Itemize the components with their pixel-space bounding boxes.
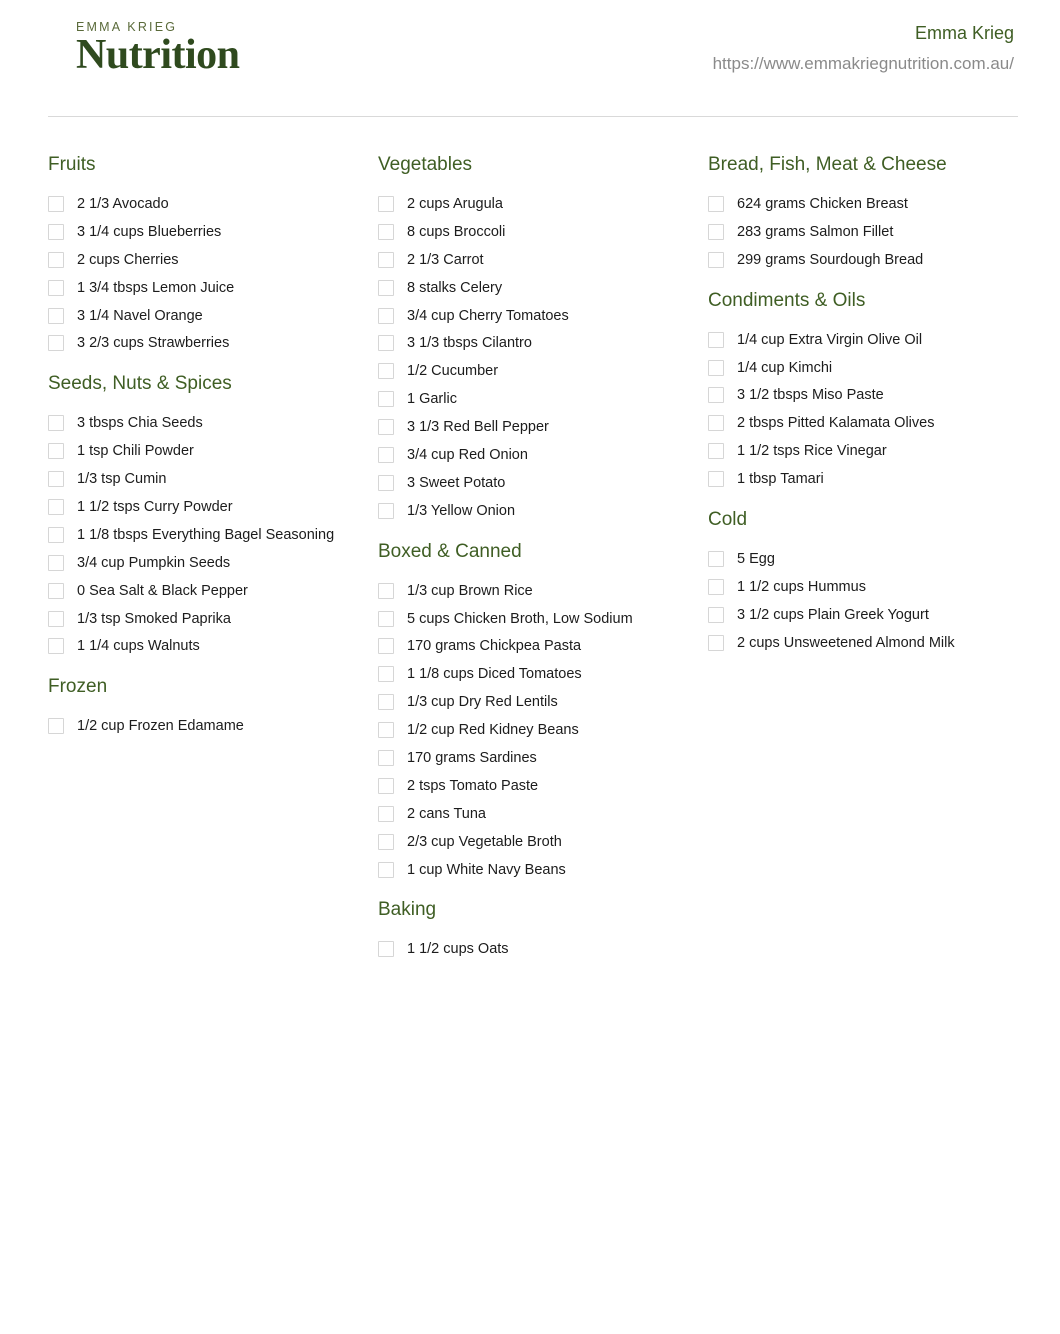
- list-item: [48, 465, 368, 493]
- section-title: Boxed & Canned: [378, 540, 522, 562]
- item-checkbox[interactable]: [378, 611, 394, 627]
- item-checkbox[interactable]: [378, 694, 394, 710]
- list-item: [708, 354, 1028, 382]
- item-list: [708, 326, 1028, 493]
- item-checkbox[interactable]: [378, 419, 394, 435]
- list-item: [378, 688, 698, 716]
- item-checkbox[interactable]: [378, 252, 394, 268]
- item-checkbox[interactable]: [378, 806, 394, 822]
- item-label: 170 grams Chickpea Pasta: [407, 638, 582, 655]
- item-label: 1/3 cup Brown Rice: [407, 582, 533, 599]
- item-label: 1 cup White Navy Beans: [407, 861, 566, 878]
- item-checkbox[interactable]: [48, 638, 64, 654]
- list-item: [48, 409, 368, 437]
- item-label: 2 1/3 Avocado: [77, 195, 169, 212]
- item-checkbox[interactable]: [378, 583, 394, 599]
- item-label: 624 grams Chicken Breast: [737, 195, 908, 212]
- item-checkbox[interactable]: [708, 415, 724, 431]
- section-seeds-nuts-and-spices: [48, 371, 368, 660]
- list-item: [48, 605, 368, 633]
- item-checkbox[interactable]: [48, 252, 64, 268]
- item-label: 3 Sweet Potato: [407, 474, 506, 491]
- item-checkbox[interactable]: [48, 443, 64, 459]
- item-checkbox[interactable]: [708, 607, 724, 623]
- item-checkbox[interactable]: [378, 638, 394, 654]
- item-label: 3 1/4 Navel Orange: [77, 307, 203, 324]
- list-item: [378, 856, 698, 884]
- item-checkbox[interactable]: [48, 583, 64, 599]
- item-label: 1/3 tsp Smoked Paprika: [77, 610, 231, 627]
- item-label: 1/2 cup Frozen Edamame: [77, 718, 244, 735]
- item-label: 1/3 tsp Cumin: [77, 471, 167, 488]
- item-label: 1/3 cup Dry Red Lentils: [407, 694, 558, 711]
- website-link[interactable]: https://www.emmakriegnutrition.com.au/: [712, 54, 1014, 73]
- item-label: 2 tbsps Pitted Kalamata Olives: [737, 415, 935, 432]
- item-label: 0 Sea Salt & Black Pepper: [77, 582, 248, 599]
- item-checkbox[interactable]: [378, 778, 394, 794]
- item-list: [378, 935, 698, 963]
- item-checkbox[interactable]: [48, 471, 64, 487]
- list-item: [378, 497, 698, 525]
- item-checkbox[interactable]: [48, 527, 64, 543]
- section-title: Bread, Fish, Meat & Cheese: [708, 154, 947, 175]
- item-label: 1/2 Cucumber: [407, 363, 499, 380]
- section-vegetables: [378, 152, 698, 525]
- list-item: [378, 274, 698, 302]
- item-label: 1/4 cup Kimchi: [737, 359, 833, 376]
- item-checkbox[interactable]: [708, 551, 724, 567]
- item-label: 8 cups Broccoli: [407, 223, 506, 240]
- list-item: [378, 577, 698, 605]
- list-item: [48, 437, 368, 465]
- list-item: [48, 218, 368, 246]
- column-1: [48, 152, 368, 754]
- item-checkbox[interactable]: [378, 722, 394, 738]
- section-title: Vegetables: [378, 154, 473, 175]
- item-checkbox[interactable]: [48, 499, 64, 515]
- item-label: 2 tsps Tomato Paste: [407, 777, 539, 794]
- item-label: 2 cups Arugula: [407, 195, 503, 212]
- brand-logo: [76, 20, 240, 76]
- list-item: [48, 246, 368, 274]
- item-checkbox[interactable]: [48, 611, 64, 627]
- list-item: [708, 326, 1028, 354]
- list-item: [48, 274, 368, 302]
- list-item: [378, 385, 698, 413]
- column-3: [708, 152, 1028, 671]
- list-item: [378, 190, 698, 218]
- item-label: 2 1/3 Carrot: [407, 251, 484, 268]
- item-label: 283 grams Salmon Fillet: [737, 223, 894, 240]
- list-item: [708, 573, 1028, 601]
- section-frozen: [48, 674, 368, 740]
- item-label: 1 1/2 cups Hummus: [737, 578, 866, 595]
- list-item: [708, 437, 1028, 465]
- list-item: [708, 465, 1028, 493]
- item-label: 3 1/3 tbsps Cilantro: [407, 335, 532, 352]
- list-item: [708, 629, 1028, 657]
- section-title: Cold: [708, 509, 748, 531]
- list-item: [708, 409, 1028, 437]
- item-checkbox[interactable]: [378, 280, 394, 296]
- list-item: [708, 545, 1028, 573]
- list-item: [378, 744, 698, 772]
- item-checkbox[interactable]: [48, 718, 64, 734]
- list-item: [48, 302, 368, 330]
- list-item: [378, 800, 698, 828]
- item-label: 3 2/3 cups Strawberries: [77, 335, 230, 352]
- section-title: Seeds, Nuts & Spices: [48, 373, 232, 395]
- item-list: [48, 712, 368, 740]
- list-item: [378, 828, 698, 856]
- item-checkbox[interactable]: [378, 335, 394, 351]
- list-item: [48, 190, 368, 218]
- list-item: [48, 632, 368, 660]
- section-boxed-and-canned: [378, 539, 698, 884]
- list-item: [378, 605, 698, 633]
- item-label: 1 1/2 tsps Curry Powder: [77, 498, 233, 515]
- item-checkbox[interactable]: [378, 503, 394, 519]
- item-label: 3/4 cup Red Onion: [407, 446, 528, 463]
- list-item: [378, 413, 698, 441]
- item-checkbox[interactable]: [708, 579, 724, 595]
- list-item: [48, 329, 368, 357]
- item-checkbox[interactable]: [378, 862, 394, 878]
- section-fruits: [48, 152, 368, 357]
- section-title: Condiments & Oils: [708, 289, 866, 311]
- item-label: 3 1/4 cups Blueberries: [77, 223, 222, 240]
- list-item: [378, 329, 698, 357]
- list-item: [708, 246, 1028, 274]
- header-contact: [713, 22, 1014, 75]
- item-label: 3 1/3 Red Bell Pepper: [407, 419, 549, 436]
- item-checkbox[interactable]: [708, 635, 724, 651]
- item-checkbox[interactable]: [378, 447, 394, 463]
- item-checkbox[interactable]: [708, 196, 724, 212]
- section-baking: [378, 897, 698, 963]
- item-checkbox[interactable]: [708, 252, 724, 268]
- item-list: [708, 545, 1028, 657]
- item-label: 2 cups Unsweetened Almond Milk: [737, 634, 955, 651]
- list-item: [378, 357, 698, 385]
- item-label: 3/4 cup Cherry Tomatoes: [407, 307, 569, 324]
- item-checkbox[interactable]: [378, 834, 394, 850]
- item-checkbox[interactable]: [378, 363, 394, 379]
- item-checkbox[interactable]: [378, 941, 394, 957]
- section-title: Baking: [378, 899, 437, 921]
- list-item: [48, 549, 368, 577]
- item-label: 1 1/8 cups Diced Tomatoes: [407, 666, 582, 683]
- author-name: Emma Krieg: [914, 23, 1014, 43]
- section-title: Fruits: [48, 154, 96, 175]
- section-condiments-and-oils: [708, 288, 1028, 493]
- list-item: [378, 218, 698, 246]
- item-checkbox[interactable]: [708, 443, 724, 459]
- item-label: 1 3/4 tbsps Lemon Juice: [77, 279, 235, 296]
- section-bread-fish-meat-and-cheese: [708, 152, 1028, 274]
- item-label: 1 1/8 tbsps Everything Bagel Seasoning: [77, 526, 335, 543]
- list-item: [378, 302, 698, 330]
- item-checkbox[interactable]: [708, 332, 724, 348]
- item-label: 8 stalks Celery: [407, 279, 503, 296]
- item-checkbox[interactable]: [378, 196, 394, 212]
- item-list: [48, 190, 368, 357]
- list-item: [378, 716, 698, 744]
- item-label: 1 1/2 cups Oats: [407, 941, 509, 958]
- item-label: 3 1/2 cups Plain Greek Yogurt: [737, 606, 929, 623]
- item-label: 1 Garlic: [407, 391, 457, 408]
- logo-wordmark: Nutrition: [76, 32, 240, 78]
- item-checkbox[interactable]: [708, 387, 724, 403]
- list-item: [708, 381, 1028, 409]
- item-checkbox[interactable]: [378, 391, 394, 407]
- item-checkbox[interactable]: [48, 224, 64, 240]
- item-label: 3 1/2 tbsps Miso Paste: [737, 387, 884, 404]
- item-label: 1 tsp Chili Powder: [77, 443, 194, 460]
- list-item: [48, 712, 368, 740]
- list-item: [708, 218, 1028, 246]
- logo-subtitle: EMMA KRIEG: [76, 20, 178, 34]
- item-label: 1/3 Yellow Onion: [407, 502, 516, 519]
- list-item: [378, 246, 698, 274]
- item-list: [378, 577, 698, 884]
- column-2: [378, 152, 698, 977]
- item-checkbox[interactable]: [378, 750, 394, 766]
- list-item: [378, 935, 698, 963]
- item-checkbox[interactable]: [378, 475, 394, 491]
- item-checkbox[interactable]: [48, 308, 64, 324]
- item-label: 299 grams Sourdough Bread: [737, 251, 924, 268]
- list-item: [378, 660, 698, 688]
- list-item: [378, 772, 698, 800]
- item-checkbox[interactable]: [378, 308, 394, 324]
- item-label: 1 tbsp Tamari: [737, 471, 824, 488]
- item-label: 2 cans Tuna: [407, 805, 486, 822]
- item-label: 1/4 cup Extra Virgin Olive Oil: [737, 331, 923, 348]
- item-label: 1 1/4 cups Walnuts: [77, 638, 200, 655]
- item-label: 170 grams Sardines: [407, 749, 537, 766]
- item-label: 5 cups Chicken Broth, Low Sodium: [407, 610, 633, 627]
- section-title: Frozen: [48, 676, 108, 698]
- item-list: [378, 190, 698, 525]
- item-checkbox[interactable]: [378, 224, 394, 240]
- item-label: 5 Egg: [737, 550, 775, 567]
- item-checkbox[interactable]: [48, 555, 64, 571]
- item-label: 3/4 cup Pumpkin Seeds: [77, 554, 231, 571]
- item-label: 2 cups Cherries: [77, 251, 179, 268]
- item-checkbox[interactable]: [708, 360, 724, 376]
- item-checkbox[interactable]: [378, 666, 394, 682]
- item-label: 3 tbsps Chia Seeds: [77, 415, 203, 432]
- item-checkbox[interactable]: [708, 471, 724, 487]
- list-item: [708, 190, 1028, 218]
- list-item: [708, 601, 1028, 629]
- item-checkbox[interactable]: [48, 196, 64, 212]
- item-label: 1 1/2 tsps Rice Vinegar: [737, 443, 887, 460]
- item-list: [48, 409, 368, 660]
- item-checkbox[interactable]: [48, 280, 64, 296]
- list-item: [378, 441, 698, 469]
- list-item: [378, 632, 698, 660]
- list-item: [48, 577, 368, 605]
- list-item: [48, 521, 368, 549]
- header-divider: [48, 116, 1018, 117]
- list-item: [48, 493, 368, 521]
- item-label: 2/3 cup Vegetable Broth: [407, 833, 562, 850]
- item-list: [708, 190, 1028, 274]
- item-checkbox[interactable]: [708, 224, 724, 240]
- item-checkbox[interactable]: [48, 415, 64, 431]
- section-cold: [708, 507, 1028, 657]
- item-checkbox[interactable]: [48, 335, 64, 351]
- list-item: [378, 469, 698, 497]
- item-label: 1/2 cup Red Kidney Beans: [407, 722, 579, 739]
